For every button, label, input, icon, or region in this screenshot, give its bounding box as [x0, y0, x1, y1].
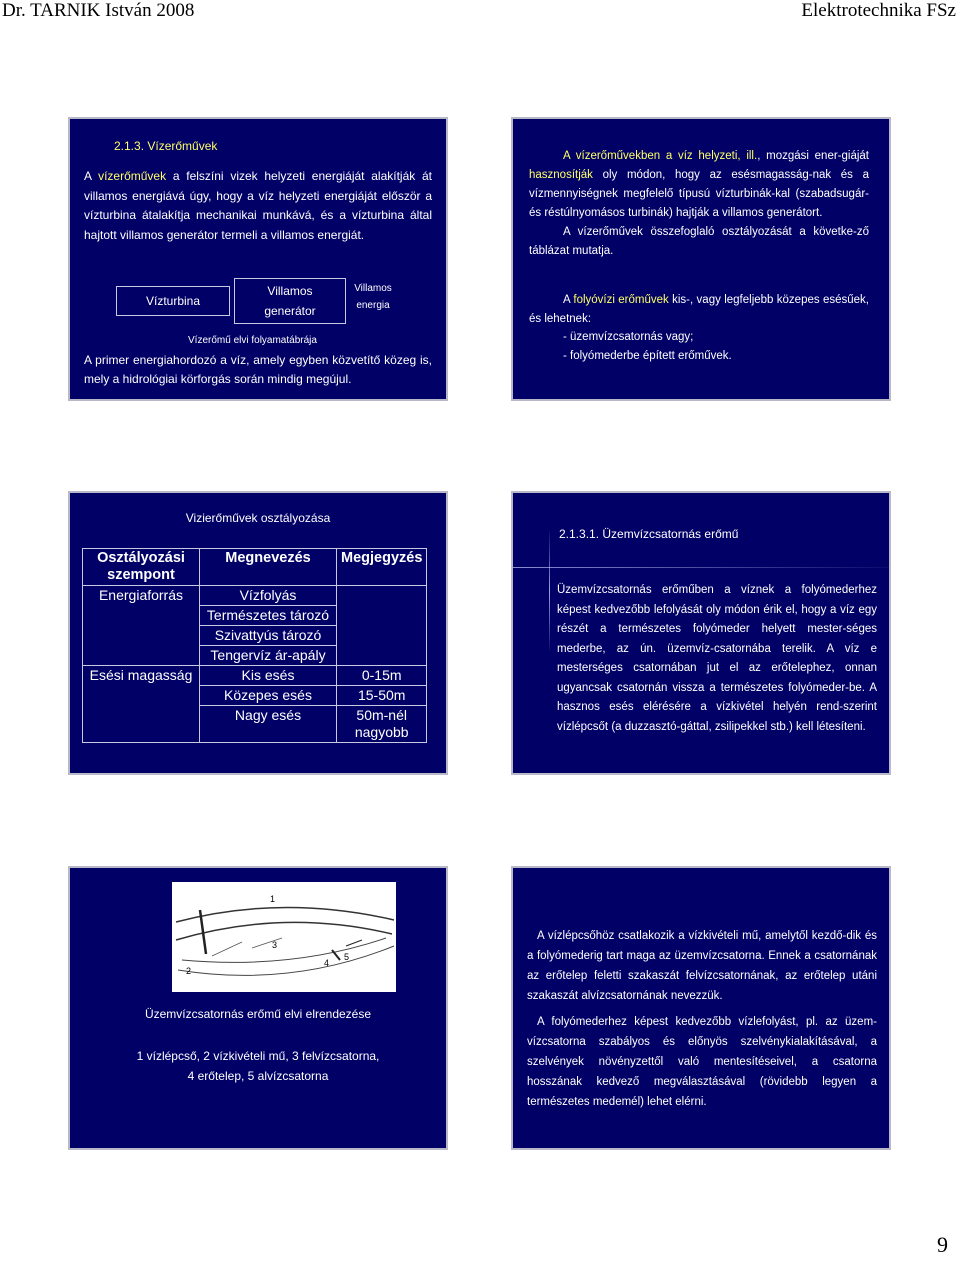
flow-box-generator-line2: generátor: [264, 304, 316, 318]
column-header: Osztályozási szempont: [83, 549, 200, 586]
slide-vizeromuvek-energia: [511, 117, 891, 401]
column-header: Megjegyzés: [337, 549, 427, 586]
diagram-legend: [70, 1047, 446, 1086]
table-cell: [83, 606, 200, 626]
flow-caption: Vízerőmű elvi folyamatábrája: [188, 335, 317, 346]
legend-line: 1 vízlépcső, 2 vízkivételi mű, 3 felvízcsatorna,: [136, 1049, 380, 1063]
slide-osztalyozas-table: [68, 491, 448, 775]
table-cell: Közepes esés: [200, 686, 337, 706]
slide-title: 2.1.3.1. Üzemvízcsatornás erőmű: [559, 527, 739, 541]
table-cell: Természetes tározó: [200, 606, 337, 626]
table-cell: [337, 586, 427, 606]
slide-body: [529, 147, 869, 261]
legend-line: 4 erőtelep, 5 alvízcsatorna: [187, 1068, 329, 1083]
body-highlight: vízerőművek: [98, 169, 167, 183]
table-cell: [83, 646, 200, 666]
table-cell: Esési magasság: [83, 666, 200, 686]
table-cell: 0-15m: [337, 666, 427, 686]
flow-box-energy-line2: energia: [356, 300, 390, 311]
slide-body-2: A primer energiahordozó a víz, amely egyben közvetítő közeg is, mely a hidrológiai körforgás során mindig megújul.: [84, 353, 432, 386]
flow-box-turbine: Vízturbina: [116, 286, 230, 316]
table-row: [83, 686, 427, 706]
flow-box-generator-line1: Villamos: [267, 284, 313, 298]
diagram-label: 5: [344, 952, 350, 962]
table-row: [83, 666, 427, 686]
table-row: [83, 626, 427, 646]
table-cell: Vízfolyás: [200, 586, 337, 606]
slide-vizlepcso: [511, 866, 891, 1150]
diagram-label: 3: [272, 940, 278, 950]
table-cell: [337, 606, 427, 626]
slide-body: Üzemvízcsatornás erőműben a víznek a folyómederhez képest kedvezőbb lefolyását oly módon érik el, hogy a víz egy részét a természetes folyómeder helyett mester-séges mederbe, az ún. üzemvíz-csatornába terelik. A víz e mesterséges csatornában jut el az erőtelephez, onnan ugyancsak csatornán vissza a természetes folyómeder-be. A hasznos esés elérésére a vízkivétel helyén rend-szerint vízlépcsőt (a duzzasztó-gáttal, zsilipekkel stb.) kell létesíteni.: [557, 584, 877, 733]
column-header: Megnevezés: [200, 549, 337, 586]
p1-highlight-2: hasznosítják: [529, 169, 593, 181]
table-cell: Kis esés: [200, 666, 337, 686]
p3-prefix: A: [563, 294, 574, 306]
decorative-line: [513, 567, 891, 568]
flow-box-generator: [234, 278, 346, 324]
table-cell: [83, 626, 200, 646]
flow-box-energy-line1: Villamos: [354, 283, 392, 294]
diagram-label: 2: [186, 966, 192, 976]
table-cell: [337, 626, 427, 646]
diagram-caption: Üzemvízcsatornás erőmű elvi elrendezése: [144, 1007, 372, 1021]
diagram-label: 1: [270, 894, 276, 904]
classification-table: [82, 548, 427, 743]
paragraph-2: A vízerőművek összefoglaló osztályozását a követke-ző táblázat mutatja.: [529, 226, 869, 257]
list-item: - folyómederbe épített erőművek.: [563, 349, 732, 362]
slide-vizeromuvek-intro: [68, 117, 448, 401]
table-row: [83, 606, 427, 626]
table-cell: Szivattyús tározó: [200, 626, 337, 646]
flow-box-energy: [346, 280, 400, 316]
p3-highlight: folyóvízi erőművek: [573, 294, 669, 306]
table-cell: [83, 686, 200, 706]
table-cell: [337, 646, 427, 666]
table-row: [83, 586, 427, 606]
table-row: [83, 706, 427, 743]
table-row: [83, 646, 427, 666]
table-cell: Nagy esés: [200, 706, 337, 743]
body-prefix: A: [84, 169, 99, 183]
p1-highlight: A vízerőművekben a víz helyzeti, ill.: [563, 150, 758, 162]
table-cell: 15-50m: [337, 686, 427, 706]
p3-rest: kis-, vagy legfeljebb közepes esésűek, és lehetnek:: [529, 294, 869, 325]
page-number: 9: [937, 1232, 948, 1257]
table-header-row: [83, 549, 427, 586]
table-cell: Energiaforrás: [83, 586, 200, 606]
table-cell: Tengervíz ár-apály: [200, 646, 337, 666]
slide-title: 2.1.3. Vízerőművek: [114, 139, 218, 153]
body-rest: a felszíni vizek helyzeti energiáját alakítják át villamos energiává úgy, hogy a víz helyzeti energiáját először a vízturbina átalakítja mechanikai munkává, és a vízturbina által hajtott villamos generátor termeli a villamos energiát.: [84, 169, 432, 242]
table-cell: 50m-nél nagyobb: [337, 706, 427, 743]
slide-body: [527, 926, 877, 1118]
paragraph-1: A vízlépcsőhöz csatlakozik a vízkivételi mű, amelytől kezdő-dik és a folyómederig tart maga az üzemvízcsatorna. Ennek a csatornának az erőtelep feletti szakaszát felvízcsatornának, az erőtelep utáni szakaszát alvízcsatornának nevezzük.: [527, 930, 877, 1002]
header-author: Dr. TARNIK István 2008: [2, 0, 195, 21]
slide-title: Vizierőművek osztályozása: [185, 511, 331, 525]
paragraph-1: [529, 147, 869, 223]
list-item: - üzemvízcsatornás vagy;: [563, 331, 694, 343]
paragraph-2: A folyómederhez képest kedvezőbb vízlefolyást, pl. az üzem-vízcsatorna szabályos és előnyös szelvénykialakításával, a szelvények növényzettől való mentesítéseivel, a csatorna hosszának kedvező megválasztásával (rövidebb legyen a természetes medemél) lehet elérni.: [527, 1016, 877, 1108]
paragraph-3: [529, 291, 869, 328]
diagram-label: 4: [324, 958, 330, 968]
slide-body: [84, 167, 432, 245]
p1-rest: oly módon, hogy az esésmagasság-nak és a vízmennyiségnek megfelelő típusú vízturbinák-kal (szabadsugár- és réstúlnyomásos turbinák) hajtják a villamos generátort.: [529, 169, 869, 219]
slide-elrendezes-diagram: [68, 866, 448, 1150]
decorative-line: [549, 531, 550, 651]
channel-layout-diagram: [172, 882, 396, 992]
header-course: Elektrotechnika FSz: [801, 0, 956, 21]
p1-mid: , mozgási ener-giáját: [757, 150, 869, 162]
slide-uzemvizcsatornas: [511, 491, 891, 775]
table-cell: [83, 706, 200, 743]
slide-body-2: [529, 291, 869, 365]
